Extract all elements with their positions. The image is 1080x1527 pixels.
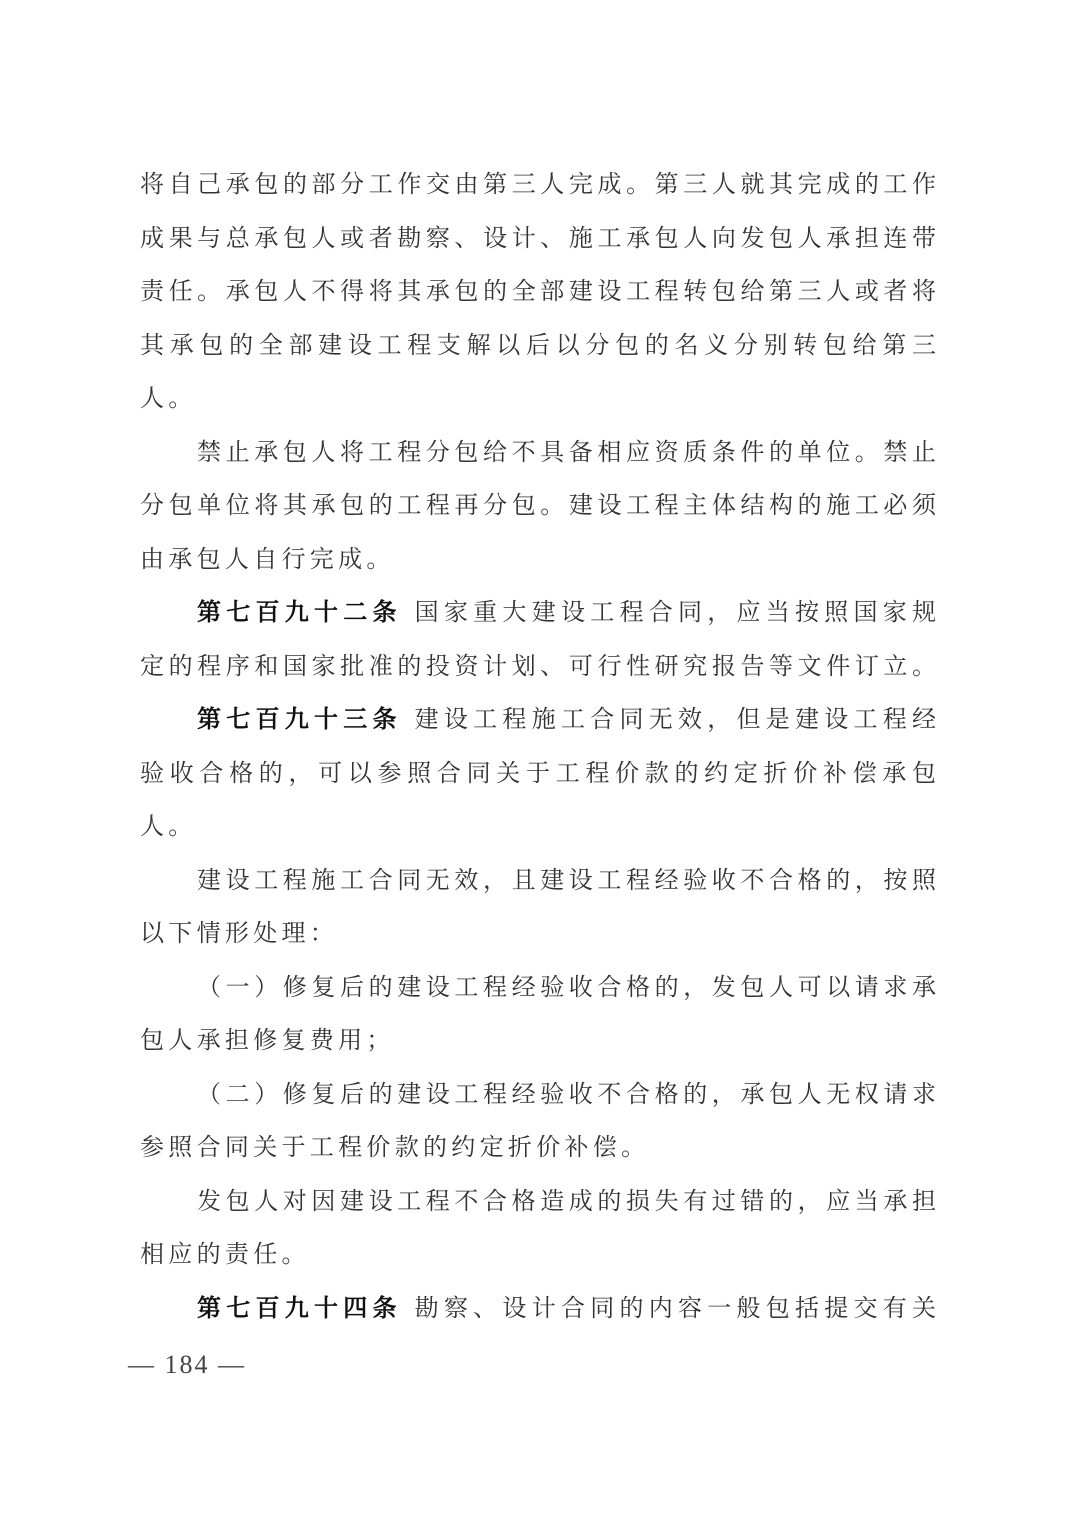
text-line [140, 372, 936, 426]
line-text: 禁止承包人将工程分包给不具备相应资质条件的单位。禁止 [197, 437, 936, 466]
article-heading-line [140, 586, 936, 640]
line-text: （一）修复后的建设工程经验收合格的，发包人可以请求承 [197, 972, 936, 1001]
article-heading-line [140, 1282, 936, 1336]
line-text: 建设工程施工合同无效，但是建设工程经 [414, 705, 936, 733]
line-text: 验收合格的，可以参照合同关于工程价款的约定折价补偿承包 [140, 758, 936, 787]
text-line [140, 265, 936, 319]
line-text: 建设工程施工合同无效，且建设工程经验收不合格的，按照 [197, 865, 936, 894]
text-line [140, 533, 936, 587]
line-text: 包人承担修复费用； [140, 1026, 395, 1054]
text-line [140, 319, 936, 373]
article-number: 第七百九十三条 [197, 705, 402, 733]
text-line [140, 1068, 936, 1122]
line-text: 人。 [140, 812, 197, 840]
text-line [140, 1175, 936, 1229]
text-line [140, 747, 936, 801]
line-text: 定的程序和国家批准的投资计划、可行性研究报告等文件订立。 [140, 651, 936, 680]
text-line [140, 800, 936, 854]
line-text: （二）修复后的建设工程经验收不合格的，承包人无权请求 [197, 1079, 936, 1108]
line-text: 发包人对因建设工程不合格造成的损失有过错的，应当承担 [197, 1186, 936, 1215]
text-line [140, 426, 936, 480]
article-number: 第七百九十四条 [197, 1293, 402, 1322]
article-number: 第七百九十二条 [197, 598, 402, 626]
text-line [140, 961, 936, 1015]
text-line [140, 1228, 936, 1282]
line-text: 将自己承包的部分工作交由第三人完成。第三人就其完成的工作 [140, 170, 936, 198]
line-text: 参照合同关于工程价款的约定折价补偿。 [140, 1133, 650, 1161]
line-text: 人。 [140, 384, 197, 412]
line-text: 勘察、设计合同的内容一般包括提交有关 [414, 1293, 936, 1322]
text-line [140, 158, 936, 212]
line-text: 相应的责任。 [140, 1240, 310, 1268]
line-text: 以下情形处理： [140, 919, 339, 947]
line-text: 分包单位将其承包的工程再分包。建设工程主体结构的施工必须 [140, 491, 936, 519]
text-line [140, 907, 936, 961]
text-line [140, 854, 936, 908]
line-text: 国家重大建设工程合同，应当按照国家规 [414, 598, 936, 626]
body-text [140, 158, 936, 1335]
text-line [140, 640, 936, 694]
line-text: 其承包的全部建设工程支解以后以分包的名义分别转包给第三 [140, 330, 936, 359]
line-text: 责任。承包人不得将其承包的全部建设工程转包给第三人或者将 [140, 277, 936, 305]
article-heading-line [140, 693, 936, 747]
line-text: 成果与总承包人或者勘察、设计、施工承包人向发包人承担连带 [140, 223, 936, 252]
text-line [140, 479, 936, 533]
text-line [140, 1014, 936, 1068]
line-text: 由承包人自行完成。 [140, 544, 395, 573]
text-line [140, 1121, 936, 1175]
text-line [140, 212, 936, 266]
page-number: — 184 — [128, 1350, 246, 1379]
